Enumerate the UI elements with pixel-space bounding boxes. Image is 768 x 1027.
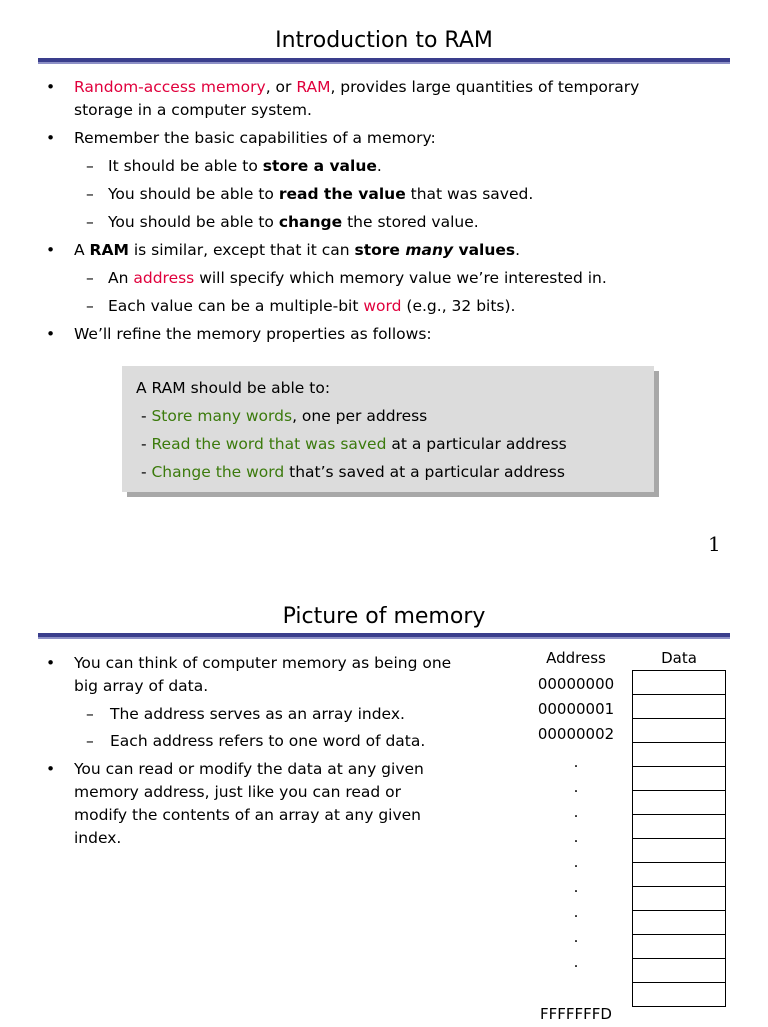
data-cell [633, 887, 726, 911]
ellipsis-dot: . [573, 778, 579, 796]
data-cell [633, 839, 726, 863]
ellipsis-dot: . [573, 828, 579, 846]
sub-change-value: – You should be able to change the stored value. [108, 211, 728, 234]
data-cell [633, 695, 726, 719]
data-cell [633, 983, 726, 1007]
bullet-remember-capabilities: • Remember the basic capabilities of a memory: [74, 127, 734, 150]
data-cell [633, 767, 726, 791]
title-rule [38, 58, 730, 64]
sub-address-word: – Each address refers to one word of data. [110, 730, 510, 753]
data-cell [633, 911, 726, 935]
term-ram: RAM [296, 78, 331, 96]
ellipsis-dot: . [573, 903, 579, 921]
term-word: word [363, 297, 402, 315]
address-label: 00000001 [537, 700, 615, 718]
address-label-last: FFFFFFFD [540, 1005, 612, 1023]
address-column-header: Address [546, 649, 606, 667]
data-cell [633, 719, 726, 743]
sub-address-index: – The address serves as an array index. [110, 703, 510, 726]
bullet-ram-similar: • A RAM is similar, except that it can store many values. [74, 239, 734, 262]
data-column-header: Data [661, 649, 697, 667]
ellipsis-dot: . [573, 878, 579, 896]
ellipsis-dot: . [573, 803, 579, 821]
callout-line-change: - Change the word that’s saved at a particular address [140, 463, 565, 481]
term-random-access-memory: Random-access memory [74, 78, 266, 96]
ellipsis-dot: . [573, 853, 579, 871]
memory-data-cells [632, 670, 726, 1007]
callout-heading: A RAM should be able to: [136, 379, 331, 397]
ellipsis-dot: . [573, 953, 579, 971]
slide-title: Picture of memory [282, 604, 486, 629]
ellipsis-dot: . [573, 928, 579, 946]
bullet-refine-properties: • We’ll refine the memory properties as follows: [74, 323, 734, 346]
bullet-read-modify: • You can read or modify the data at any given memory address, just like you can read or modify the contents of an array at any given index. [74, 758, 504, 850]
title-rule [38, 633, 730, 639]
address-label: 00000000 [537, 675, 615, 693]
data-cell [633, 863, 726, 887]
page-number: 1 [708, 532, 721, 556]
data-cell [633, 815, 726, 839]
term-address: address [133, 269, 195, 287]
data-cell [633, 935, 726, 959]
sub-address: – An address will specify which memory value we’re interested in. [108, 267, 728, 290]
bullet-ram-definition: • Random-access memory, or RAM, provides large quantities of temporary storage in a computer system. [74, 76, 734, 122]
sub-word: – Each value can be a multiple-bit word (e.g., 32 bits). [108, 295, 728, 318]
data-cell [633, 743, 726, 767]
ram-requirements-callout [122, 366, 654, 492]
sub-store-value: – It should be able to store a value. [108, 155, 728, 178]
callout-line-read: - Read the word that was saved at a particular address [140, 435, 567, 453]
slide-picture-of-memory [0, 580, 768, 1024]
bullet-memory-array: • You can think of computer memory as being one big array of data. [74, 652, 504, 698]
data-cell [633, 959, 726, 983]
ellipsis-dot: . [573, 753, 579, 771]
data-cell [633, 671, 726, 695]
address-label: 00000002 [537, 725, 615, 743]
slide-title: Introduction to RAM [275, 28, 493, 53]
data-cell [633, 791, 726, 815]
sub-read-value: – You should be able to read the value that was saved. [108, 183, 728, 206]
callout-line-store: - Store many words, one per address [140, 407, 428, 425]
